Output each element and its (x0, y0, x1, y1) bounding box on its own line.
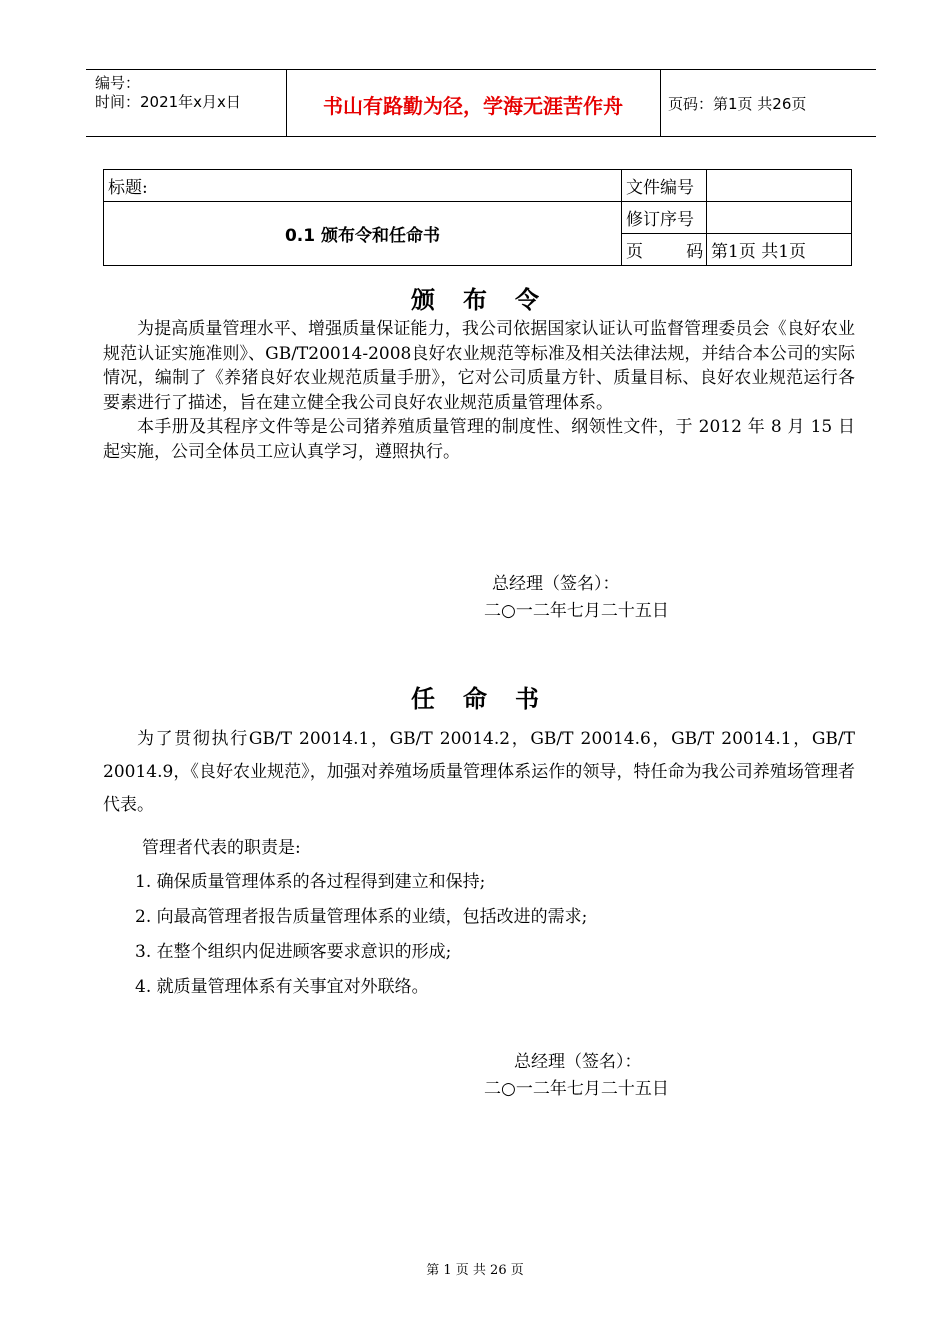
header-divider-right (660, 69, 661, 136)
header-time-label: 时间：2021年x月x日 (95, 93, 241, 111)
doc-title-cell: 0.1 颁布令和任命书 (104, 202, 622, 266)
appointment-paragraph: 为了贯彻执行GB/T 20014.1，GB/T 20014.2，GB/T 20014.6，GB/T 20014.1，GB/T 20014.9，《良好农业规范》，加强对养殖场质量管理体系运作的领导，特任命为我公司养殖场管理者代表。 (103, 729, 855, 815)
duty-item-1: 1. 确保质量管理体系的各过程得到建立和保持; (135, 872, 486, 892)
page-label-cell: 页 码 (622, 234, 707, 266)
header-slogan: 书山有路勤为径，学海无涯苦作舟 (323, 94, 623, 118)
header-top-border (86, 69, 876, 70)
revision-label-cell: 修订序号 (622, 202, 707, 234)
appointment-title: 任命书 (411, 685, 567, 713)
revision-value-cell (707, 202, 852, 234)
doc-no-label-cell: 文件编号 (622, 170, 707, 202)
doc-info-table (103, 169, 852, 266)
doc-no-value-cell (707, 170, 852, 202)
appointment-signature: 总经理（签名）： (514, 1052, 642, 1072)
page-value-cell: 第1页 共1页 (707, 234, 852, 266)
footer-page-number: 第 1 页 共 26 页 (426, 1263, 524, 1278)
appointment-date: 二○一二年七月二十五日 (484, 1079, 669, 1099)
duty-item-2: 2. 向最高管理者报告质量管理体系的业绩，包括改进的需求; (135, 907, 588, 927)
header-bottom-border (86, 136, 876, 137)
header-number-label: 编号： (95, 74, 141, 92)
appointment-body (103, 723, 855, 822)
duty-item-3: 3. 在整个组织内促进顾客要求意识的形成; (135, 942, 452, 962)
duties-intro: 管理者代表的职责是: (142, 838, 301, 858)
promulgation-date: 二○一二年七月二十五日 (484, 601, 669, 621)
duty-item-4: 4. 就质量管理体系有关事宜对外联络。 (135, 977, 429, 997)
title-label-cell: 标题: (104, 170, 622, 202)
promulgation-title: 颁布令 (411, 286, 567, 314)
header-page-label: 页码：第1页 共26页 (668, 95, 807, 113)
promulgation-paragraph-1: 为提高质量管理水平、增强质量保证能力，我公司依据国家认证认可监督管理委员会《良好农业规范认证实施准则》、GB/T20014-2008良好农业规范等标准及相关法律法规，并结合本公司的实际情况，编制了《养猪良好农业规范质量手册》，它对公司质量方针、质量目标、良好农业规范运行各要素进行了描述，旨在建立健全我公司良好农业规范质量管理体系。 (103, 319, 855, 413)
promulgation-body (103, 317, 855, 464)
promulgation-paragraph-2: 本手册及其程序文件等是公司猪养殖质量管理的制度性、纲领性文件，于 2012 年 8 月 15 日起实施，公司全体员工应认真学习，遵照执行。 (103, 417, 855, 462)
promulgation-signature: 总经理（签名）： (492, 574, 620, 594)
